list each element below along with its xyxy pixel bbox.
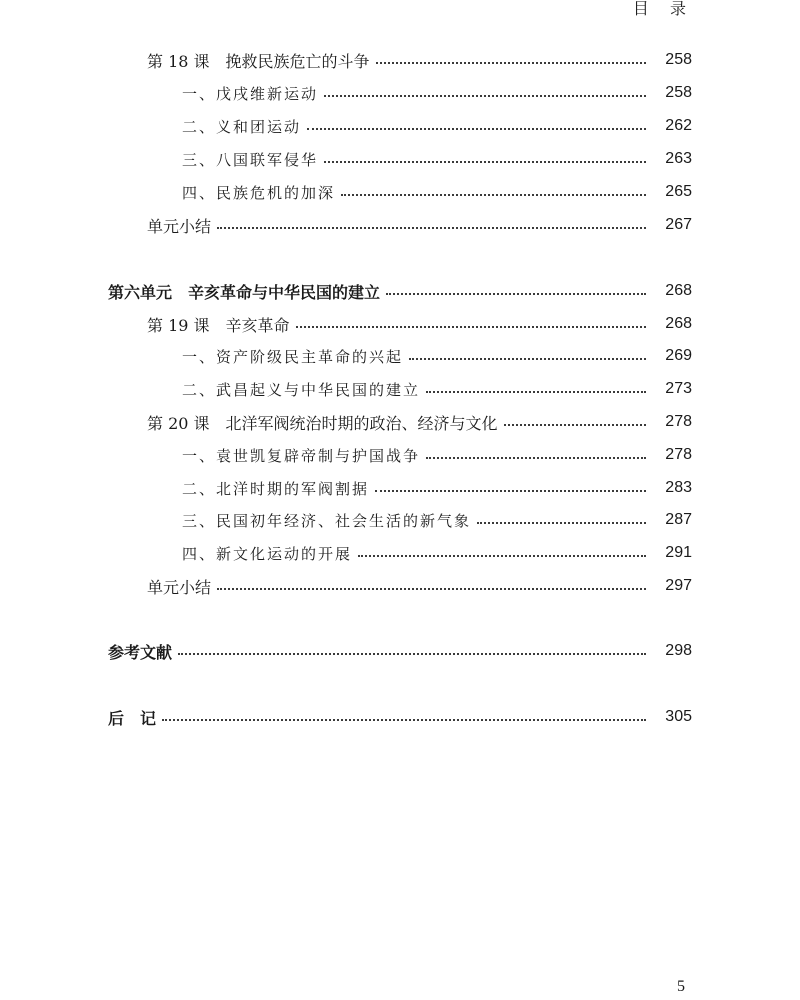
toc-entry-section[interactable] bbox=[0, 179, 800, 205]
toc-leader-dots bbox=[162, 719, 646, 721]
toc-entry-page: 298 bbox=[665, 642, 692, 659]
toc-entry-page: 278 bbox=[665, 446, 692, 463]
toc-entry-section[interactable] bbox=[0, 113, 800, 139]
toc-entry-label: 二、武昌起义与中华民国的建立 bbox=[182, 380, 421, 399]
toc-entry-label: 单元小结 bbox=[147, 216, 212, 236]
toc-entry-label: 三、民国初年经济、社会生活的新气象 bbox=[182, 511, 472, 530]
toc-entry-section[interactable] bbox=[0, 507, 800, 533]
toc-entry-page: 287 bbox=[665, 511, 692, 528]
toc-entry-afterword[interactable] bbox=[0, 704, 800, 730]
toc-entry-section[interactable] bbox=[0, 146, 800, 172]
toc-entry-page: 269 bbox=[665, 347, 692, 364]
toc-leader-dots bbox=[426, 391, 646, 393]
page-number: 5 bbox=[677, 978, 685, 995]
toc-entry-references[interactable] bbox=[0, 638, 800, 664]
toc-entry-section[interactable] bbox=[0, 376, 800, 402]
toc-entry-page: 265 bbox=[665, 183, 692, 200]
toc-entry-page: 263 bbox=[665, 150, 692, 167]
toc-entry-page: 273 bbox=[665, 380, 692, 397]
toc-leader-dots bbox=[324, 95, 646, 97]
toc-entry-label: 第 20 课 北洋军阀统治时期的政治、经济与文化 bbox=[147, 413, 498, 433]
toc-entry-label: 二、北洋时期的军阀割据 bbox=[182, 479, 370, 498]
toc-leader-dots bbox=[358, 555, 646, 557]
toc-entry-lesson-19[interactable] bbox=[0, 311, 800, 337]
toc-entry-label: 单元小结 bbox=[147, 577, 212, 597]
toc-leader-dots bbox=[477, 522, 646, 524]
toc-entry-page: 297 bbox=[665, 577, 692, 594]
running-header-title: 目 录 bbox=[632, 0, 694, 18]
toc-entry-unit-summary[interactable] bbox=[0, 573, 800, 599]
toc-entry-label: 一、袁世凯复辟帝制与护国战争 bbox=[182, 446, 421, 465]
toc-entry-section[interactable] bbox=[0, 343, 800, 369]
toc-entry-page: 262 bbox=[665, 117, 692, 134]
toc-entry-label: 三、八国联军侵华 bbox=[182, 150, 319, 169]
toc-entry-unit-summary[interactable] bbox=[0, 212, 800, 238]
toc-leader-dots bbox=[296, 326, 646, 328]
toc-entry-page: 291 bbox=[665, 544, 692, 561]
toc-entry-unit-6[interactable] bbox=[0, 278, 800, 304]
toc-entry-section[interactable] bbox=[0, 475, 800, 501]
toc-leader-dots bbox=[504, 424, 646, 426]
toc-entry-label: 二、义和团运动 bbox=[182, 117, 302, 136]
toc-entry-page: 278 bbox=[665, 413, 692, 430]
toc-leader-dots bbox=[426, 457, 646, 459]
toc-entry-section[interactable] bbox=[0, 442, 800, 468]
toc-entry-label: 第六单元 辛亥革命与中华民国的建立 bbox=[108, 282, 381, 302]
toc-entry-label: 四、民族危机的加深 bbox=[182, 183, 336, 202]
toc-leader-dots bbox=[409, 358, 646, 360]
toc-entry-page: 268 bbox=[665, 315, 692, 332]
toc-entry-label: 一、资产阶级民主革命的兴起 bbox=[182, 347, 404, 366]
toc-entry-page: 258 bbox=[665, 51, 692, 68]
toc-leader-dots bbox=[324, 161, 646, 163]
toc-entry-label: 四、新文化运动的开展 bbox=[182, 544, 353, 563]
toc-entry-label: 一、戊戌维新运动 bbox=[182, 84, 319, 103]
toc-entry-page: 268 bbox=[665, 282, 692, 299]
toc-entry-page: 305 bbox=[665, 708, 692, 725]
toc-entry-lesson-20[interactable] bbox=[0, 409, 800, 435]
toc-entry-label: 参考文献 bbox=[108, 642, 173, 662]
toc-leader-dots bbox=[217, 588, 646, 590]
toc-entry-lesson-18[interactable] bbox=[0, 47, 800, 73]
toc-leader-dots bbox=[307, 128, 646, 130]
toc-entry-page: 267 bbox=[665, 216, 692, 233]
toc-entry-page: 283 bbox=[665, 479, 692, 496]
toc-leader-dots bbox=[386, 293, 646, 295]
toc-leader-dots bbox=[375, 490, 646, 492]
toc-leader-dots bbox=[341, 194, 646, 196]
toc-entry-section[interactable] bbox=[0, 540, 800, 566]
toc-entry-label: 第 18 课 挽救民族危亡的斗争 bbox=[147, 51, 370, 71]
toc-entry-section[interactable] bbox=[0, 80, 800, 106]
toc-entry-label: 第 19 课 辛亥革命 bbox=[147, 315, 290, 335]
toc-entry-label: 后 记 bbox=[108, 708, 157, 728]
toc-leader-dots bbox=[217, 227, 646, 229]
toc-leader-dots bbox=[178, 653, 646, 655]
toc-leader-dots bbox=[376, 62, 646, 64]
toc-entry-page: 258 bbox=[665, 84, 692, 101]
